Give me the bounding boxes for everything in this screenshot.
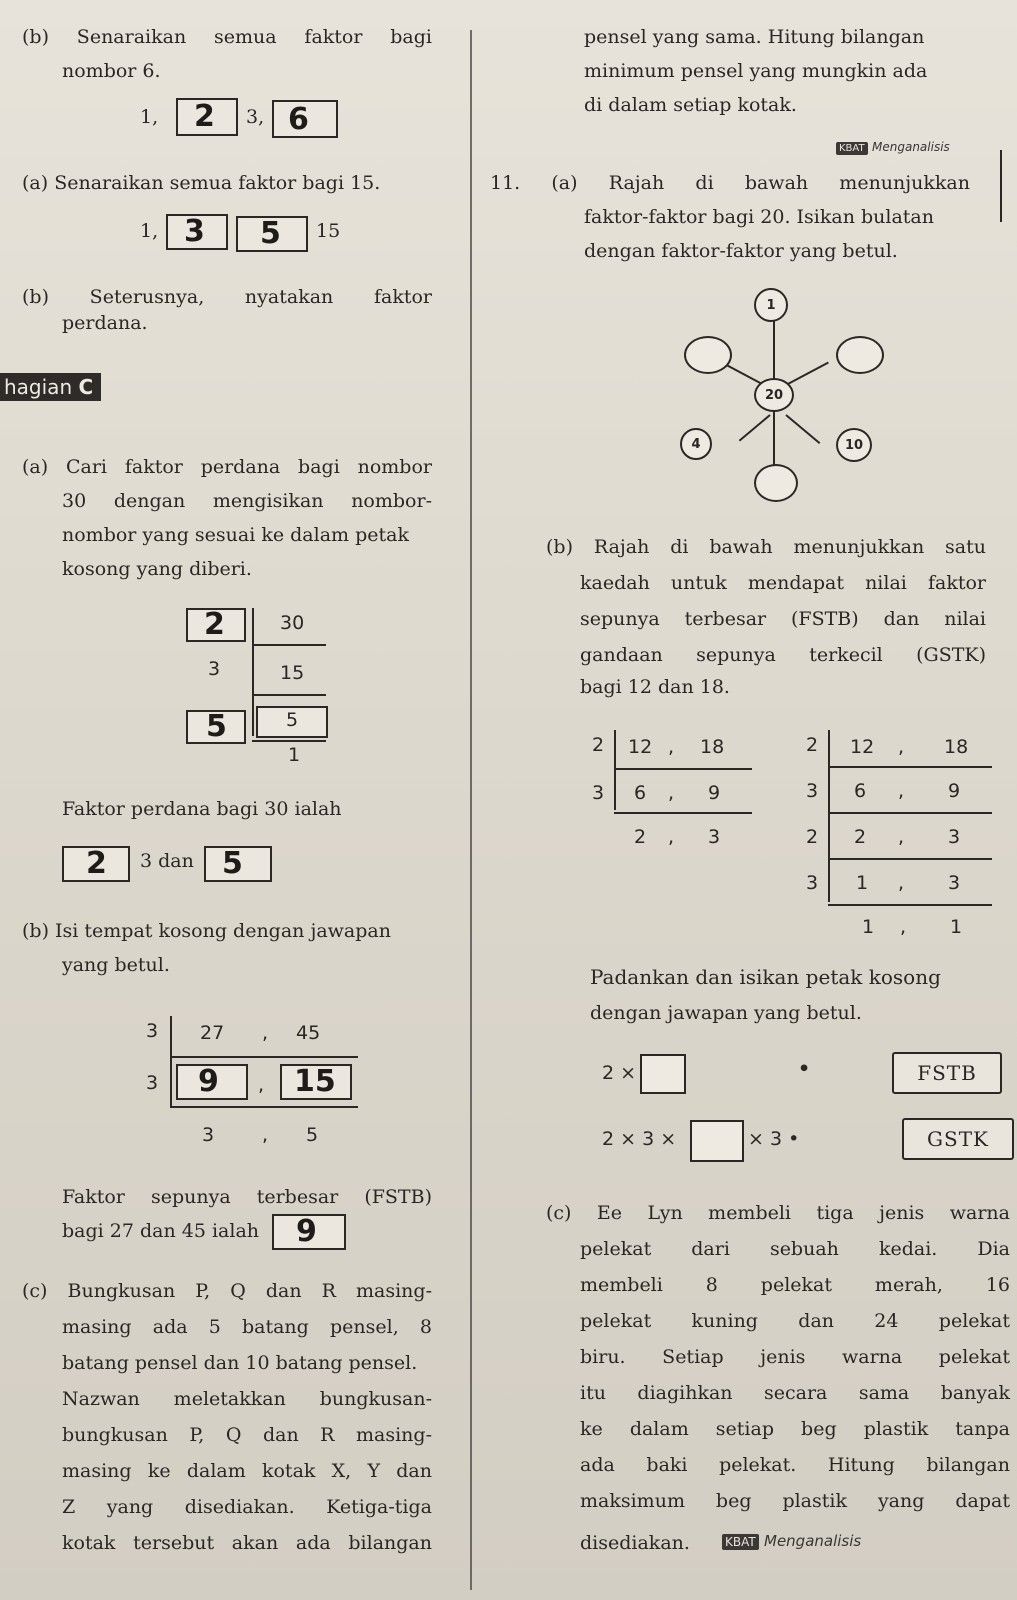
handwritten-answer: 9	[198, 1064, 219, 1099]
division-line	[828, 858, 992, 860]
factor-node-center	[754, 378, 794, 412]
division-bar	[252, 608, 254, 736]
q10b-top-line2: nombor 6.	[62, 60, 161, 82]
match-dot: •	[798, 1058, 811, 1080]
factor-node-top	[754, 288, 788, 322]
answer-box[interactable]	[204, 846, 272, 882]
q11c-line4: pelekat kuning dan 24 pelekat	[580, 1310, 1010, 1332]
row-value: 1	[950, 916, 963, 938]
division-line	[614, 812, 752, 814]
answer-box[interactable]	[176, 1064, 248, 1100]
row3-value: 3	[202, 1124, 215, 1146]
section-letter: C	[78, 375, 94, 399]
division-line	[170, 1106, 358, 1108]
answer-box[interactable]	[166, 214, 228, 250]
handwritten-answer: 15	[294, 1064, 336, 1099]
row-comma: ,	[668, 826, 675, 848]
q11a-line2: faktor-faktor bagi 20. Isikan bulatan	[584, 206, 934, 228]
row1-comma: ,	[262, 1022, 269, 1044]
dividend: 30	[280, 612, 305, 634]
fstb-line2: bagi 27 dan 45 ialah	[62, 1220, 260, 1242]
right-top-line1: pensel yang sama. Hitung bilangan	[584, 26, 925, 48]
handwritten-answer: 2	[86, 846, 107, 881]
q11c-line1: (c) Ee Lyn membeli tiga jenis warna	[546, 1202, 1010, 1224]
row-value: 3	[948, 872, 961, 894]
answer-box[interactable]	[272, 100, 338, 138]
row-value: 12	[850, 736, 875, 758]
q10b-line2: perdana.	[62, 312, 148, 334]
handwritten-answer: 3	[184, 214, 205, 249]
answer-box[interactable]	[176, 98, 238, 136]
handwritten-answer: 2	[204, 607, 225, 642]
qc-a-line3: nombor yang sesuai ke dalam petak	[62, 524, 409, 546]
answer-box[interactable]	[62, 846, 130, 882]
q11c-last: disediakan.	[580, 1532, 690, 1554]
qc-a-line4: kosong yang diberi.	[62, 558, 252, 580]
diagram-spoke	[786, 362, 829, 386]
qc-c-line8: kotak tersebut akan ada bilangan	[62, 1532, 432, 1554]
row-value: 9	[948, 780, 961, 802]
node-label: 4	[691, 436, 701, 452]
qc-a-result: Faktor perdana bagi 30 ialah	[62, 798, 342, 820]
dividend: 15	[280, 662, 305, 684]
divisor: 3	[208, 658, 221, 680]
division-bar	[614, 730, 616, 810]
qc-b-line1: (b) Isi tempat kosong dengan jawapan	[22, 920, 391, 942]
qc-a-line2: 30 dengan mengisikan nombor-	[62, 490, 432, 512]
divisor: 2	[806, 734, 819, 756]
qc-b-line2: yang betul.	[62, 954, 170, 976]
division-bar	[170, 1016, 172, 1108]
row-value: 3	[708, 826, 721, 848]
row-value: 1	[862, 916, 875, 938]
division-line	[252, 694, 326, 696]
row-value: 2	[634, 826, 647, 848]
answer-box[interactable]	[236, 216, 308, 252]
q11c-line8: ada baki pelekat. Hitung bilangan	[580, 1454, 1010, 1476]
q11a-line3: dengan faktor-faktor yang betul.	[584, 240, 898, 262]
row3-comma: ,	[262, 1124, 269, 1146]
diagram-spoke	[739, 414, 771, 441]
gstk-expression: 2 × 3 ×	[602, 1128, 677, 1150]
factor-node-left	[680, 428, 712, 460]
division-line	[828, 812, 992, 814]
division-line	[828, 904, 992, 906]
node-label: 10	[844, 437, 864, 453]
qc-a-line1: (a) Cari faktor perdana bagi nombor	[22, 456, 432, 478]
handwritten-answer: 5	[206, 709, 227, 744]
handwritten-answer: 5	[260, 216, 281, 251]
row1-value: 45	[296, 1022, 321, 1044]
row-comma: ,	[900, 916, 907, 938]
q10b-top-mid: 3,	[246, 106, 265, 128]
row-value: 9	[708, 782, 721, 804]
dividend: 5	[286, 709, 299, 731]
q11b-line3: sepunya terbesar (FSTB) dan nilai	[580, 608, 986, 630]
divisor: 3	[806, 780, 819, 802]
factor-node-right	[836, 428, 872, 462]
q11c-line2: pelekat dari sebuah kedai. Dia	[580, 1238, 1010, 1260]
q10b-top-line1: (b) Senaraikan semua faktor bagi	[22, 26, 432, 48]
divisor: 2	[806, 826, 819, 848]
row-comma: ,	[898, 826, 905, 848]
q11c-line5: biru. Setiap jenis warna pelekat	[580, 1346, 1010, 1368]
row-comma: ,	[898, 872, 905, 894]
handwritten-answer: 6	[288, 102, 309, 137]
answer-box[interactable]	[186, 710, 246, 744]
row-value: 2	[854, 826, 867, 848]
qc-a-mid: 3 dan	[140, 850, 194, 872]
right-top-line3: di dalam setiap kotak.	[584, 94, 797, 116]
q11c-line9: maksimum beg plastik yang dapat	[580, 1490, 1010, 1512]
row-comma: ,	[898, 780, 905, 802]
row-comma: ,	[668, 736, 675, 758]
division-line	[170, 1056, 358, 1058]
qc-c-line1: (c) Bungkusan P, Q dan R masing-	[22, 1280, 432, 1302]
handwritten-answer: 5	[222, 846, 243, 881]
row2-comma: ,	[258, 1074, 265, 1096]
row3-value: 5	[306, 1124, 319, 1146]
match-line1: Padankan dan isikan petak kosong	[590, 965, 941, 989]
qc-c-line3: batang pensel dan 10 batang pensel.	[62, 1352, 418, 1374]
empty-factor-node[interactable]	[836, 336, 884, 374]
divisor: 3	[146, 1020, 159, 1042]
diagram-spoke	[785, 414, 820, 444]
answer-box-fstb[interactable]	[640, 1054, 686, 1094]
qc-c-line6: masing ke dalam kotak X, Y dan	[62, 1460, 432, 1482]
q11c-line6: itu diagihkan secara sama banyak	[580, 1382, 1010, 1404]
division-line	[252, 740, 326, 742]
qc-c-line5: bungkusan P, Q dan R masing-	[62, 1424, 432, 1446]
q10a-text: (a) Senaraikan semua faktor bagi 15.	[22, 172, 381, 194]
empty-factor-node[interactable]	[684, 336, 732, 374]
kbat-badge: KBAT	[836, 142, 868, 155]
match-line2: dengan jawapan yang betul.	[590, 1002, 862, 1024]
right-top-line2: minimum pensel yang mungkin ada	[584, 60, 928, 82]
row-value: 18	[944, 736, 969, 758]
row1-value: 27	[200, 1022, 225, 1044]
section-label: hagian	[4, 375, 73, 399]
row-value: 1	[856, 872, 869, 894]
q11b-line1: (b) Rajah di bawah menunjukkan satu	[546, 536, 986, 558]
row-value: 6	[854, 780, 867, 802]
row-value: 6	[634, 782, 647, 804]
row-value: 18	[700, 736, 725, 758]
division-line	[828, 766, 992, 768]
handwritten-answer: 2	[194, 99, 215, 134]
fstb-expression: 2 ×	[602, 1062, 637, 1084]
row-value: 12	[628, 736, 653, 758]
node-label: 20	[764, 387, 784, 403]
column-divider	[470, 30, 472, 1590]
gstk-label[interactable]: GSTK	[902, 1118, 1014, 1160]
kbat-label: Menganalisis	[764, 1532, 862, 1550]
diagram-spoke	[723, 363, 765, 386]
q10a-prefix: 1,	[140, 220, 159, 242]
row-comma: ,	[668, 782, 675, 804]
gstk-expression-tail: × 3 •	[748, 1128, 800, 1150]
answer-box[interactable]	[256, 706, 328, 738]
q11b-line2: kaedah untuk mendapat nilai faktor	[580, 572, 986, 594]
divisor: 3	[146, 1072, 159, 1094]
answer-box[interactable]	[186, 608, 246, 642]
diagram-spoke	[773, 404, 775, 466]
divisor: 2	[592, 734, 605, 756]
edge-mark	[1000, 150, 1002, 222]
divisor: 3	[806, 872, 819, 894]
q11c-line7: ke dalam setiap beg plastik tanpa	[580, 1418, 1010, 1440]
divisor: 3	[592, 782, 605, 804]
dividend: 1	[288, 744, 301, 766]
answer-box[interactable]	[272, 1214, 346, 1250]
q10b-line1: (b) Seterusnya, nyatakan faktor	[22, 286, 432, 308]
q11b-line4: gandaan sepunya terkecil (GSTK)	[580, 644, 986, 666]
kbat-label: Menganalisis	[872, 140, 950, 154]
kbat-badge: KBAT	[722, 1534, 759, 1550]
q11b-line5: bagi 12 dan 18.	[580, 676, 730, 698]
answer-box-gstk[interactable]	[690, 1120, 744, 1162]
qc-c-line4: Nazwan meletakkan bungkusan-	[62, 1388, 432, 1410]
section-header	[0, 373, 101, 401]
q10a-suffix: 15	[316, 220, 341, 242]
qc-c-line2: masing ada 5 batang pensel, 8	[62, 1316, 432, 1338]
answer-box[interactable]	[280, 1064, 352, 1100]
fstb-label[interactable]: FSTB	[892, 1052, 1002, 1094]
division-line	[614, 768, 752, 770]
diagram-spoke	[773, 318, 775, 382]
row-comma: ,	[898, 736, 905, 758]
fstb-line1: Faktor sepunya terbesar (FSTB)	[62, 1186, 432, 1208]
q11c-line3: membeli 8 pelekat merah, 16	[580, 1274, 1010, 1296]
qc-c-line7: Z yang disediakan. Ketiga-tiga	[62, 1496, 432, 1518]
division-line	[252, 644, 326, 646]
node-label: 1	[766, 297, 776, 313]
q10b-top-prefix: 1,	[140, 106, 159, 128]
handwritten-answer: 9	[296, 1214, 317, 1249]
division-bar	[828, 730, 830, 902]
q11a-line1: 11. (a) Rajah di bawah menunjukkan	[490, 172, 970, 194]
row-value: 3	[948, 826, 961, 848]
empty-factor-node[interactable]	[754, 464, 798, 502]
